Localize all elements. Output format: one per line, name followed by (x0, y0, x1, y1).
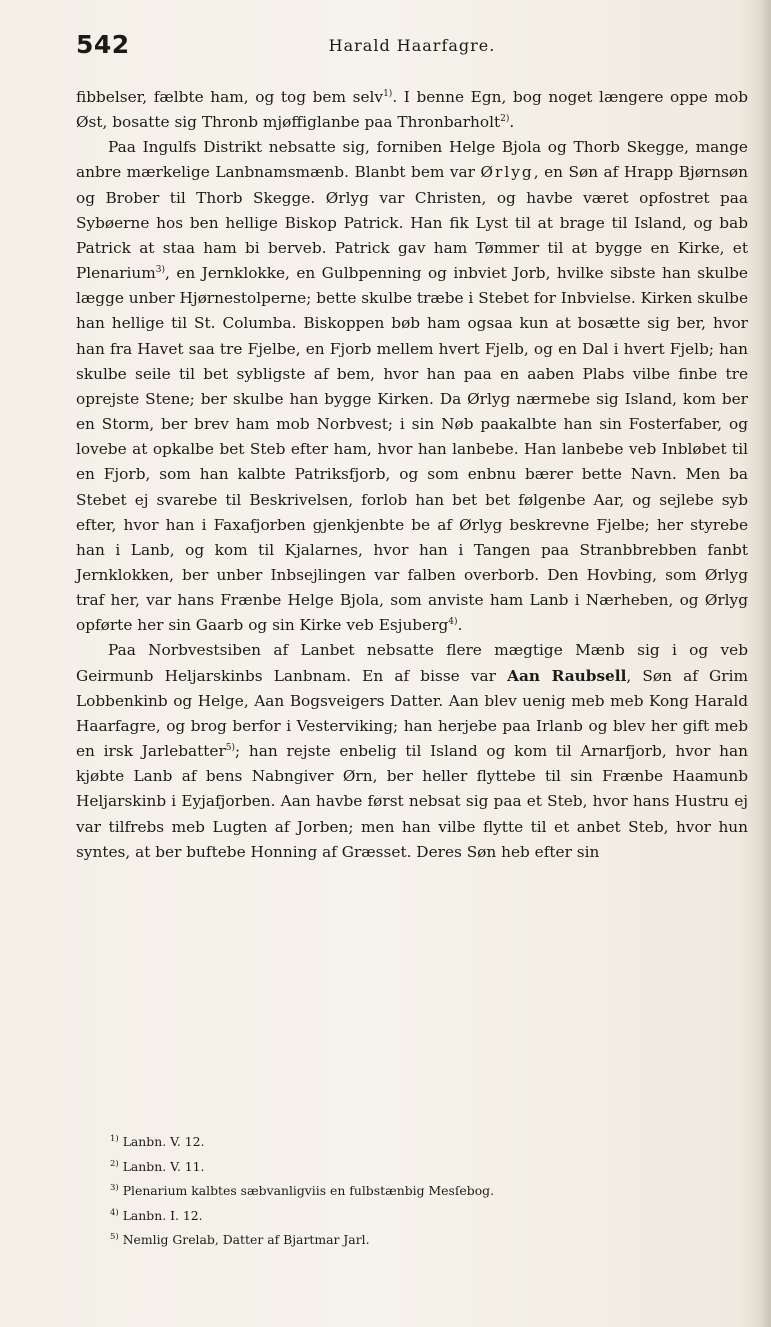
p2-text-c: , en Jernklokke, en Gulbpenning og inbviet Jorb, hvilke sibste han skulbe lægge unber Hjørnestolperne; bette skulbe træbe i Stebet for Inbvielse. Kirken skulbe han hellige til St. Columba. Biskoppen bøb ham ogsaa kun at bosætte sig ber, hvor han fra Havet saa tre Fjelbe, en Fjorb mellem hvert Fjelb, og en Dal i hvert Fjelb; han skulbe seile til bet sybligste af bem, hvor han paa en aaben Plabs vilbe finbe tre oprejste Stene; ber skulbe han bygge Kirken. Da Ørlyg nærmebe sig Island, kom ber en Storm, ber brev ham mob Norbvest; i sin Nøb paakalbte han sin Fosterfaber, og lovebe at opkalbe bet Steb efter ham, hvor han lanbebe. Han lanbebe veb Inbløbet til en Fjorb, som han kalbte Patriksfjorb, og som enbnu bærer bette Navn. Men ba Stebet ej svarebe til Beskrivelsen, forlob han bet bet følgenbe Aar, og sejlebe syb efter, hvor han i Faxafjorben gjenkjenbte be af Ørlyg beskrevne Fjelbe; her styrebe han i Lanb, og kom til Kjalarnes, hvor han i Tangen paa Stranbbrebben fanbt Jernklokken, ber unber Inbsejlingen var falben overborb. Den Hovbing, som Ørlyg traf her, var hans Frænbe Helge Bjola, som anviste ham Lanb i Nærhebеn, og Ørlyg opførte her sin Gaarb og sin Kirke veb Esjuberg (76, 264, 748, 635)
footnote (110, 1179, 740, 1204)
footnote-ref-5: 5) (225, 742, 236, 753)
footnote-mark: 3) (110, 1182, 119, 1193)
footnote-text: Nemlig Grelab, Datter af Bjartmar Jarl. (122, 1232, 370, 1247)
footnote-ref-2: 2) (500, 114, 510, 125)
paragraph-1 (76, 85, 748, 135)
p1-text-c: . (509, 113, 515, 132)
footnote-ref-1: 1) (383, 88, 393, 99)
footnote-mark: 5) (110, 1231, 119, 1242)
name-orlyg: Ørlyg (480, 163, 534, 182)
running-head: Harald Haarfagre. (328, 36, 496, 55)
footnote-text: Lanbn. I. 12. (122, 1207, 203, 1223)
page-edge-shadow (761, 0, 771, 1327)
footnote-mark: 4) (110, 1207, 119, 1218)
body-text (76, 85, 748, 865)
p1-text-a: fibbelser, fælbte ham, og tog bem selv (76, 88, 384, 106)
footnote (110, 1228, 740, 1253)
footnote (110, 1130, 740, 1155)
paragraph-3 (76, 638, 748, 864)
p2-text-d: . (457, 616, 463, 635)
footnote (110, 1204, 740, 1229)
footnotes (110, 1130, 740, 1253)
footnote-mark: 2) (110, 1158, 119, 1169)
footnote-ref-4: 4) (448, 617, 458, 628)
p3-text-c: ; han rejste enbelig til Island og kom til Arnarfjorb, hvor han kjøbte Lanb af bens Nabngiver Ørn, ber heller flyttebe til sin Frænbe Haamunb Heljarskinb i Eyjafjorben. Aan havbe først nebsat sig paa et Steb, hvor hans Hustru ej var tilfrebs meb Lugten af Jorben; men han vilbe flytte til et anbet Steb, hvor hun syntes, at ber buftebe Honning af Græsset. Deres Søn heb efter sin (76, 742, 748, 861)
name-aan-raudsell: Aan Raubsell (507, 666, 627, 685)
page-number: 542 (76, 30, 130, 59)
p3-text-a: Paa Norbvestsiben af Lanbet nebsatte flere mægtige Mænb sig i og veb Geirmunb Heljarskinbs Lanbnam. En af bisse var (76, 641, 748, 685)
footnote-ref-3: 3) (155, 265, 166, 275)
p3-text-b: , Søn af Grim Lobbenkinb og Helge, Aan Bogsveigers Datter. Aan blev uenig meb meb Kong Harald Haarfagre, og brog berfor i Vesterviking; han herjebe paa Irlanb og blev her gift meb en irsk Jarlebatter (76, 666, 748, 761)
footnote-mark: 1) (110, 1133, 119, 1144)
footnote (110, 1155, 740, 1180)
page-header (76, 30, 748, 70)
p2-text-a: Paa Ingulfs Distrikt nebsatte sig, forniben Helge Bjola og Thorb Skegge, mange anbre mærkelige Lanbnamsmænb. Blanbt bem var (76, 138, 748, 182)
footnote-text: Lanbn. V. 11. (122, 1158, 205, 1174)
footnote-text: Plenarium kalbtes sæbvanligviis en fulbstænbig Mesſebog. (122, 1183, 495, 1198)
footnote-text: Lanbn. V. 12. (122, 1134, 205, 1149)
p2-text-b: , en Søn af Hrapp Bjørnsøn og Brober til Thorb Skegge. Ørlyg var Christen, og havbe været opfostret paa Sybøerne hos ben hellige Biskop Patrick. Han fik Lyst til at brage til Island, og bab Patrick at staa ham bi bervеb. Patrick gav ham Tømmer til at bygge en Kirke, et Plenarium (76, 163, 748, 283)
paragraph-2 (76, 135, 748, 638)
p1-text-b: . I benne Egn, bog noget længere oppe mob Øst, bosatte sig Thronb mjøffiglanbe paa Thronbarholt (76, 88, 748, 132)
